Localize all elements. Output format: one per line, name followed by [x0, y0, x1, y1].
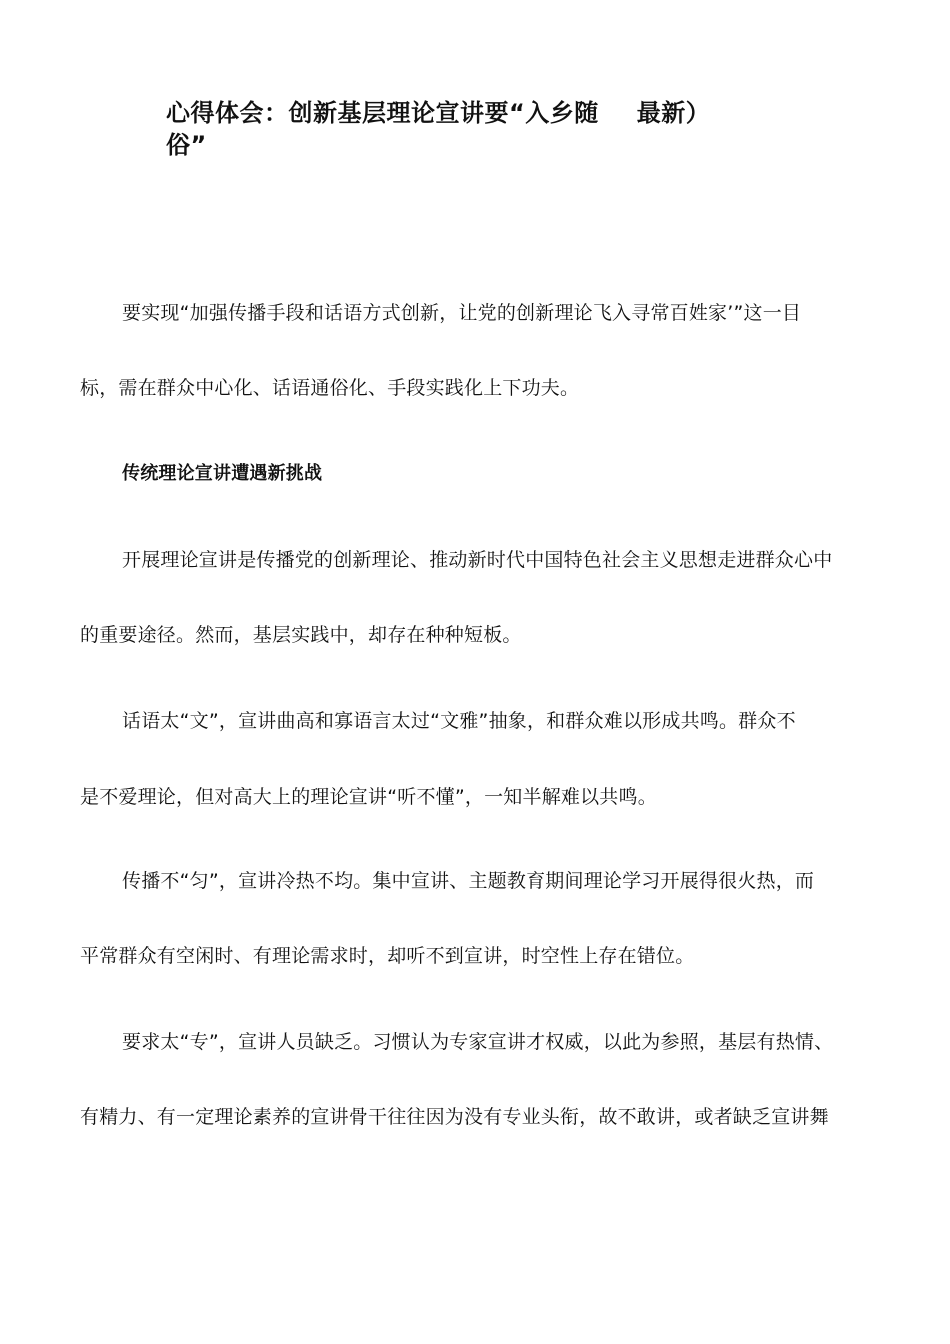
title-suffix-text: 最新） — [636, 99, 711, 127]
paragraph-1-line-2: 标，需在群众中心化、话语通俗化、手段实践化上下功夫。 — [80, 377, 580, 399]
paragraph-3-line-2: 是不爱理论，但对高大上的理论宣讲“听不懂”，一知半解难以共鸣。 — [80, 786, 657, 808]
title-line-1 — [166, 97, 710, 129]
paragraph-5-line-2: 有精力、有一定理论素养的宣讲骨干往往因为没有专业头衔，故不敢讲，或者缺乏宣讲舞 — [80, 1106, 829, 1128]
paragraph-5-line-1: 要求太“专”，宣讲人员缺乏。习惯认为专家宣讲才权威，以此为参照，基层有热情、 — [122, 1031, 834, 1053]
section-heading: 传统理论宣讲遭遇新挑战 — [122, 463, 323, 484]
paragraph-2-line-1: 开展理论宣讲是传播党的创新理论、推动新时代中国特色社会主义思想走进群众心中 — [122, 549, 833, 571]
paragraph-2-line-2: 的重要途径。然而，基层实践中，却存在种种短板。 — [80, 624, 522, 646]
title-line-2: 俗” — [166, 131, 207, 159]
paragraph-3-line-1: 话语太“文”，宣讲曲高和寡语言太过“文雅”抽象，和群众难以形成共鸣。群众不 — [122, 710, 796, 732]
paragraph-4-line-2: 平常群众有空闲时、有理论需求时，却听不到宣讲，时空性上存在错位。 — [80, 945, 695, 967]
paragraph-4-line-1: 传播不“匀”，宣讲冷热不均。集中宣讲、主题教育期间理论学习开展得很火热，而 — [122, 870, 815, 892]
title-main-text: 心得体会：创新基层理论宣讲要“入乡随 — [166, 99, 599, 127]
page-title — [166, 97, 710, 161]
paragraph-1-line-1: 要实现“加强传播手段和话语方式创新，让党的创新理论飞入寻常百姓家’”这一目 — [122, 302, 802, 324]
